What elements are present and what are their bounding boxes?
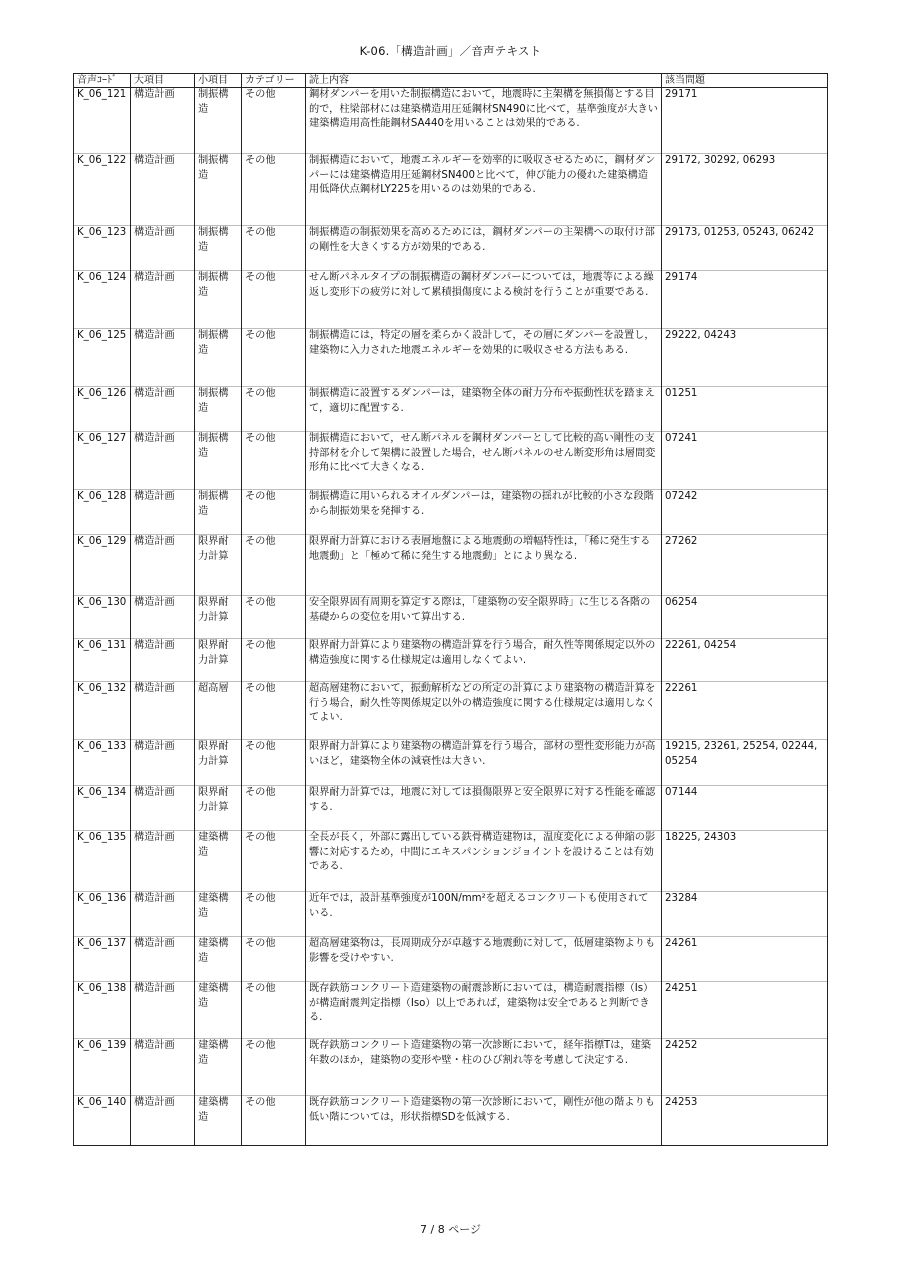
cell-questions: 01251 — [662, 387, 828, 432]
cell-code: K_06_136 — [74, 892, 131, 937]
cell-code: K_06_131 — [74, 639, 131, 682]
cell-questions: 18225, 24303 — [662, 831, 828, 892]
cell-major: 構造計画 — [131, 831, 195, 892]
cell-code: K_06_132 — [74, 682, 131, 740]
cell-text: 超高層建物において，振動解析などの所定の計算により建築物の構造計算を行う場合，耐久性等関係規定以外の構造強度に関する仕様規定は適用しなくてよい. — [306, 682, 662, 740]
cell-major: 構造計画 — [131, 271, 195, 329]
cell-category: その他 — [242, 1096, 306, 1146]
cell-category: その他 — [242, 1039, 306, 1096]
cell-category: その他 — [242, 831, 306, 892]
cell-minor: 限界耐力計算 — [195, 786, 242, 831]
cell-questions: 22261 — [662, 682, 828, 740]
cell-text: 制振構造に用いられるオイルダンパーは，建築物の揺れが比較的小さな段階から制振効果を発揮する. — [306, 490, 662, 535]
cell-minor: 限界耐力計算 — [195, 740, 242, 786]
cell-questions: 24251 — [662, 982, 828, 1039]
cell-text: せん断パネルタイプの制振構造の鋼材ダンパーについては，地震等による繰返し変形下の疲労に対して累積損傷度による検討を行うことが重要である. — [306, 271, 662, 329]
cell-questions: 24261 — [662, 937, 828, 982]
cell-major: 構造計画 — [131, 490, 195, 535]
cell-category: その他 — [242, 937, 306, 982]
table-row — [74, 892, 828, 937]
cell-minor: 制振構造 — [195, 271, 242, 329]
cell-text: 既存鉄筋コンクリート造建築物の第一次診断において，経年指標Tは，建築年数のほか，建築物の変形や壁・柱のひび割れ等を考慮して決定する. — [306, 1039, 662, 1096]
cell-minor: 建築構造 — [195, 982, 242, 1039]
cell-major: 構造計画 — [131, 226, 195, 271]
cell-code: K_06_123 — [74, 226, 131, 271]
cell-minor: 建築構造 — [195, 1039, 242, 1096]
cell-minor: 建築構造 — [195, 1096, 242, 1146]
cell-category: その他 — [242, 596, 306, 639]
table-row — [74, 982, 828, 1039]
cell-category: その他 — [242, 892, 306, 937]
cell-text: 既存鉄筋コンクリート造建築物の第一次診断において，剛性が他の階よりも低い階については，形状指標SDを低減する. — [306, 1096, 662, 1146]
cell-questions: 29171 — [662, 88, 828, 154]
header-category: カテゴリー — [242, 74, 306, 88]
cell-code: K_06_139 — [74, 1039, 131, 1096]
cell-text: 制振構造の制振効果を高めるためには，鋼材ダンパーの主架構への取付け部の剛性を大きくする方が効果的である. — [306, 226, 662, 271]
cell-questions: 24253 — [662, 1096, 828, 1146]
cell-code: K_06_135 — [74, 831, 131, 892]
table-row — [74, 271, 828, 329]
cell-minor: 制振構造 — [195, 329, 242, 387]
cell-code: K_06_137 — [74, 937, 131, 982]
cell-code: K_06_133 — [74, 740, 131, 786]
document-title: K-06.「構造計画」／音声テキスト — [359, 44, 542, 58]
cell-questions: 24252 — [662, 1039, 828, 1096]
cell-questions: 23284 — [662, 892, 828, 937]
cell-text: 制振構造において，せん断パネルを鋼材ダンパーとして比較的高い剛性の支持部材を介して架構に設置した場合，せん断パネルのせん断変形角は層間変形角に比べて大きくなる. — [306, 432, 662, 490]
table-row — [74, 596, 828, 639]
cell-minor: 限界耐力計算 — [195, 596, 242, 639]
cell-major: 構造計画 — [131, 982, 195, 1039]
audio-text-table — [73, 73, 828, 1146]
cell-minor: 限界耐力計算 — [195, 639, 242, 682]
cell-major: 構造計画 — [131, 937, 195, 982]
table-row — [74, 1096, 828, 1146]
header-questions: 該当問題 — [662, 74, 828, 88]
cell-text: 限界耐力計算における表層地盤による地震動の増幅特性は，「稀に発生する地震動」と「極めて稀に発生する地震動」とにより異なる. — [306, 535, 662, 596]
page-number: 7 / 8 ページ — [420, 1223, 481, 1236]
cell-minor: 建築構造 — [195, 892, 242, 937]
cell-category: その他 — [242, 535, 306, 596]
cell-major: 構造計画 — [131, 740, 195, 786]
cell-text: 既存鉄筋コンクリート造建築物の耐震診断においては，構造耐震指標（Is）が構造耐震判定指標（Iso）以上であれば，建築物は安全であると判断できる. — [306, 982, 662, 1039]
cell-minor: 限界耐力計算 — [195, 535, 242, 596]
cell-major: 構造計画 — [131, 1039, 195, 1096]
cell-category: その他 — [242, 387, 306, 432]
cell-minor: 制振構造 — [195, 88, 242, 154]
cell-major: 構造計画 — [131, 535, 195, 596]
cell-major: 構造計画 — [131, 596, 195, 639]
cell-category: その他 — [242, 271, 306, 329]
cell-category: その他 — [242, 329, 306, 387]
cell-code: K_06_125 — [74, 329, 131, 387]
cell-text: 全長が長く，外部に露出している鉄骨構造建物は，温度変化による伸縮の影響に対応するため，中間にエキスパンションジョイントを設けることは有効である. — [306, 831, 662, 892]
table-row — [74, 786, 828, 831]
cell-code: K_06_127 — [74, 432, 131, 490]
header-code: 音声ｺｰﾄﾞ — [74, 74, 131, 88]
header-text: 読上内容 — [306, 74, 662, 88]
table-row — [74, 226, 828, 271]
cell-minor: 建築構造 — [195, 831, 242, 892]
cell-text: 制振構造に設置するダンパーは，建築物全体の耐力分布や振動性状を踏まえて，適切に配置する. — [306, 387, 662, 432]
cell-minor: 制振構造 — [195, 490, 242, 535]
cell-category: その他 — [242, 639, 306, 682]
cell-major: 構造計画 — [131, 154, 195, 226]
cell-category: その他 — [242, 154, 306, 226]
cell-minor: 制振構造 — [195, 432, 242, 490]
table-row — [74, 88, 828, 154]
cell-code: K_06_122 — [74, 154, 131, 226]
cell-code: K_06_128 — [74, 490, 131, 535]
cell-code: K_06_134 — [74, 786, 131, 831]
cell-minor: 制振構造 — [195, 226, 242, 271]
header-major: 大項目 — [131, 74, 195, 88]
cell-code: K_06_121 — [74, 88, 131, 154]
cell-minor: 建築構造 — [195, 937, 242, 982]
cell-text: 制振構造には，特定の層を柔らかく設計して，その層にダンパーを設置し，建築物に入力された地震エネルギーを効果的に吸収させる方法もある. — [306, 329, 662, 387]
cell-text: 制振構造において，地震エネルギーを効率的に吸収させるために，鋼材ダンパーには建築構造用圧延鋼材SN400と比べて，伸び能力の優れた建築構造用低降伏点鋼材LY225を用いるのは効果的である. — [306, 154, 662, 226]
cell-minor: 超高層 — [195, 682, 242, 740]
cell-category: その他 — [242, 88, 306, 154]
cell-category: その他 — [242, 982, 306, 1039]
cell-code: K_06_138 — [74, 982, 131, 1039]
cell-major: 構造計画 — [131, 387, 195, 432]
table-row — [74, 432, 828, 490]
cell-major: 構造計画 — [131, 88, 195, 154]
table-row — [74, 1039, 828, 1096]
header-minor: 小項目 — [195, 74, 242, 88]
cell-category: その他 — [242, 786, 306, 831]
table-header-row — [74, 74, 828, 88]
cell-minor: 制振構造 — [195, 387, 242, 432]
table-row — [74, 329, 828, 387]
cell-major: 構造計画 — [131, 329, 195, 387]
cell-questions: 27262 — [662, 535, 828, 596]
cell-questions: 07242 — [662, 490, 828, 535]
cell-questions: 29173, 01253, 05243, 06242 — [662, 226, 828, 271]
cell-questions: 19215, 23261, 25254, 02244, 05254 — [662, 740, 828, 786]
cell-category: その他 — [242, 226, 306, 271]
cell-code: K_06_130 — [74, 596, 131, 639]
cell-major: 構造計画 — [131, 432, 195, 490]
cell-text: 鋼材ダンパーを用いた制振構造において，地震時に主架構を無損傷とする目的で，柱梁部材には建築構造用圧延鋼材SN490に比べて，基準強度が大きい建築構造用高性能鋼材SA440を用いることは効果的である. — [306, 88, 662, 154]
cell-category: その他 — [242, 740, 306, 786]
cell-questions: 06254 — [662, 596, 828, 639]
cell-questions: 29172, 30292, 06293 — [662, 154, 828, 226]
cell-code: K_06_126 — [74, 387, 131, 432]
table-row — [74, 154, 828, 226]
cell-major: 構造計画 — [131, 1096, 195, 1146]
cell-text: 限界耐力計算では，地震に対しては損傷限界と安全限界に対する性能を確認する. — [306, 786, 662, 831]
cell-questions: 07241 — [662, 432, 828, 490]
cell-category: その他 — [242, 490, 306, 535]
cell-code: K_06_140 — [74, 1096, 131, 1146]
table-row — [74, 937, 828, 982]
table-row — [74, 490, 828, 535]
cell-questions: 07144 — [662, 786, 828, 831]
table-row — [74, 682, 828, 740]
cell-major: 構造計画 — [131, 682, 195, 740]
cell-category: その他 — [242, 432, 306, 490]
cell-text: 超高層建築物は，長周期成分が卓越する地震動に対して，低層建築物よりも影響を受けやすい. — [306, 937, 662, 982]
cell-category: その他 — [242, 682, 306, 740]
table-row — [74, 639, 828, 682]
table-row — [74, 831, 828, 892]
cell-text: 近年では，設計基準強度が100N/mm²を超えるコンクリートも使用されている. — [306, 892, 662, 937]
table-row — [74, 387, 828, 432]
table-row — [74, 740, 828, 786]
cell-minor: 制振構造 — [195, 154, 242, 226]
cell-code: K_06_129 — [74, 535, 131, 596]
cell-code: K_06_124 — [74, 271, 131, 329]
table-body — [74, 88, 828, 1146]
cell-major: 構造計画 — [131, 892, 195, 937]
cell-questions: 29174 — [662, 271, 828, 329]
cell-text: 限界耐力計算により建築物の構造計算を行う場合，耐久性等関係規定以外の構造強度に関する仕様規定は適用しなくてよい. — [306, 639, 662, 682]
cell-major: 構造計画 — [131, 786, 195, 831]
cell-text: 限界耐力計算により建築物の構造計算を行う場合，部材の塑性変形能力が高いほど，建築物全体の減衰性は大きい. — [306, 740, 662, 786]
cell-questions: 22261, 04254 — [662, 639, 828, 682]
table-row — [74, 535, 828, 596]
cell-text: 安全限界固有周期を算定する際は，「建築物の安全限界時」に生じる各階の基礎からの変位を用いて算出する. — [306, 596, 662, 639]
cell-questions: 29222, 04243 — [662, 329, 828, 387]
cell-major: 構造計画 — [131, 639, 195, 682]
